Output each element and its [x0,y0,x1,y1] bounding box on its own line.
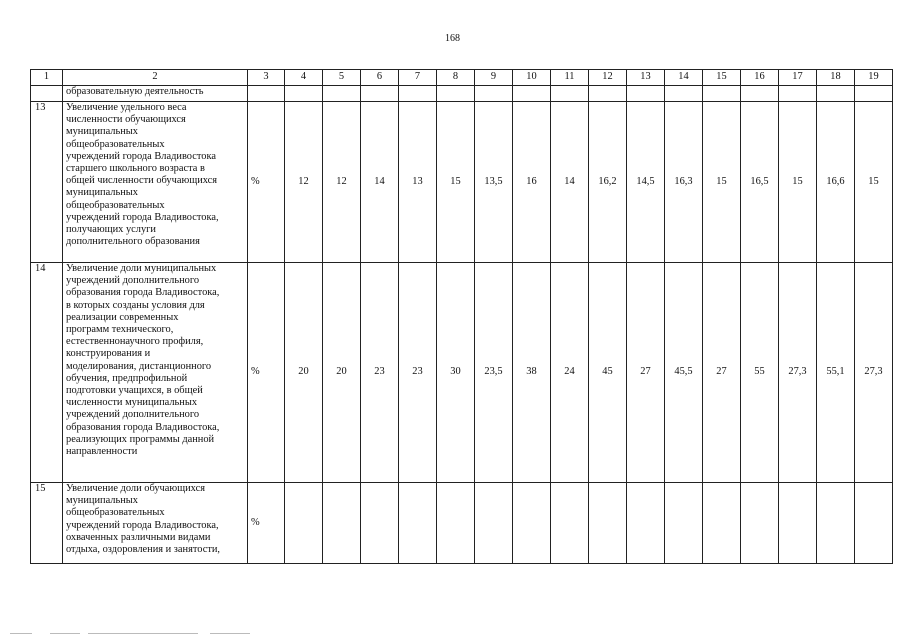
indicator-description: Увеличение доли обучающихся муниципальных общеобразовательных учреждений города Владивостока, охваченных различными видами отдыха, оздоровления и занятости, [63,483,248,564]
value-cell [627,483,665,564]
cell-empty [248,86,285,102]
indicator-table [30,69,893,564]
value-cell [323,483,361,564]
column-header-8: 8 [437,70,475,86]
row-number: 13 [31,102,63,263]
table-row [31,102,893,263]
value-cell: 30 [437,263,475,483]
column-header-13: 13 [627,70,665,86]
column-header-16: 16 [741,70,779,86]
value-cell: 16 [513,102,551,263]
page-number: 168 [445,33,460,44]
column-header-5: 5 [323,70,361,86]
value-cell [551,483,589,564]
value-cell: 16,2 [589,102,627,263]
value-cell: 13 [399,102,437,263]
value-cell: 15 [703,102,741,263]
value-cell: 14 [361,102,399,263]
column-header-19: 19 [855,70,893,86]
column-header-2: 2 [63,70,248,86]
value-cell [817,483,855,564]
value-cell: 14 [551,102,589,263]
column-header-15: 15 [703,70,741,86]
indicator-description: Увеличение удельного веса численности обучающихся муниципальных общеобразовательных учреждений города Владивостока старшего школьного возраста в общей численности обучающихся муниципальных общеобразовательных учреждений города Владивостока, получающих услуги дополнительного образования [63,102,248,263]
value-cell: 15 [855,102,893,263]
value-cell [589,483,627,564]
value-cell: 14,5 [627,102,665,263]
column-header-14: 14 [665,70,703,86]
value-cell: 45 [589,263,627,483]
value-cell: 16,3 [665,102,703,263]
unit-cell: % [248,102,285,263]
column-header-7: 7 [399,70,437,86]
scan-edge-marks [0,632,905,636]
value-cell: 15 [779,102,817,263]
column-header-1: 1 [31,70,63,86]
column-header-3: 3 [248,70,285,86]
value-cell [475,483,513,564]
value-cell [855,483,893,564]
value-cell [361,483,399,564]
value-cell: 23,5 [475,263,513,483]
column-header-18: 18 [817,70,855,86]
column-header-9: 9 [475,70,513,86]
value-cell: 23 [399,263,437,483]
value-cell [399,483,437,564]
value-cell: 24 [551,263,589,483]
continuation-text: образовательную деятельность [63,86,248,102]
row-number: 14 [31,263,63,483]
value-cell: 20 [323,263,361,483]
value-cell: 55,1 [817,263,855,483]
column-header-12: 12 [589,70,627,86]
column-header-6: 6 [361,70,399,86]
value-cell: 13,5 [475,102,513,263]
value-cell: 38 [513,263,551,483]
value-cell [741,483,779,564]
value-cell: 23 [361,263,399,483]
value-cell [703,483,741,564]
value-cell [779,483,817,564]
value-cell: 27 [703,263,741,483]
value-cell: 12 [285,102,323,263]
continuation-row [31,86,893,102]
column-number-row [31,70,893,86]
value-cell [437,483,475,564]
value-cell: 45,5 [665,263,703,483]
table-row [31,483,893,564]
value-cell [665,483,703,564]
unit-cell: % [248,483,285,564]
value-cell: 55 [741,263,779,483]
value-cell: 12 [323,102,361,263]
value-cell: 15 [437,102,475,263]
column-header-4: 4 [285,70,323,86]
column-header-11: 11 [551,70,589,86]
cell-empty [31,86,63,102]
value-cell: 27,3 [779,263,817,483]
value-cell: 27 [627,263,665,483]
table-row [31,263,893,483]
column-header-10: 10 [513,70,551,86]
unit-cell: % [248,263,285,483]
indicator-description: Увеличение доли муниципальных учреждений дополнительного образования города Владивостока, в которых созданы условия для реализации современных программ технического, естественнонаучного профиля, конструирования и моделирования, дистанционного обучения, предпрофильной подготовки учащихся, в общей численности муниципальных учреждений дополнительного образования города Владивостока, реализующих программы данной направленности [63,263,248,483]
value-cell: 16,6 [817,102,855,263]
value-cell: 27,3 [855,263,893,483]
row-number: 15 [31,483,63,564]
value-cell [285,483,323,564]
value-cell: 20 [285,263,323,483]
value-cell [513,483,551,564]
column-header-17: 17 [779,70,817,86]
value-cell: 16,5 [741,102,779,263]
